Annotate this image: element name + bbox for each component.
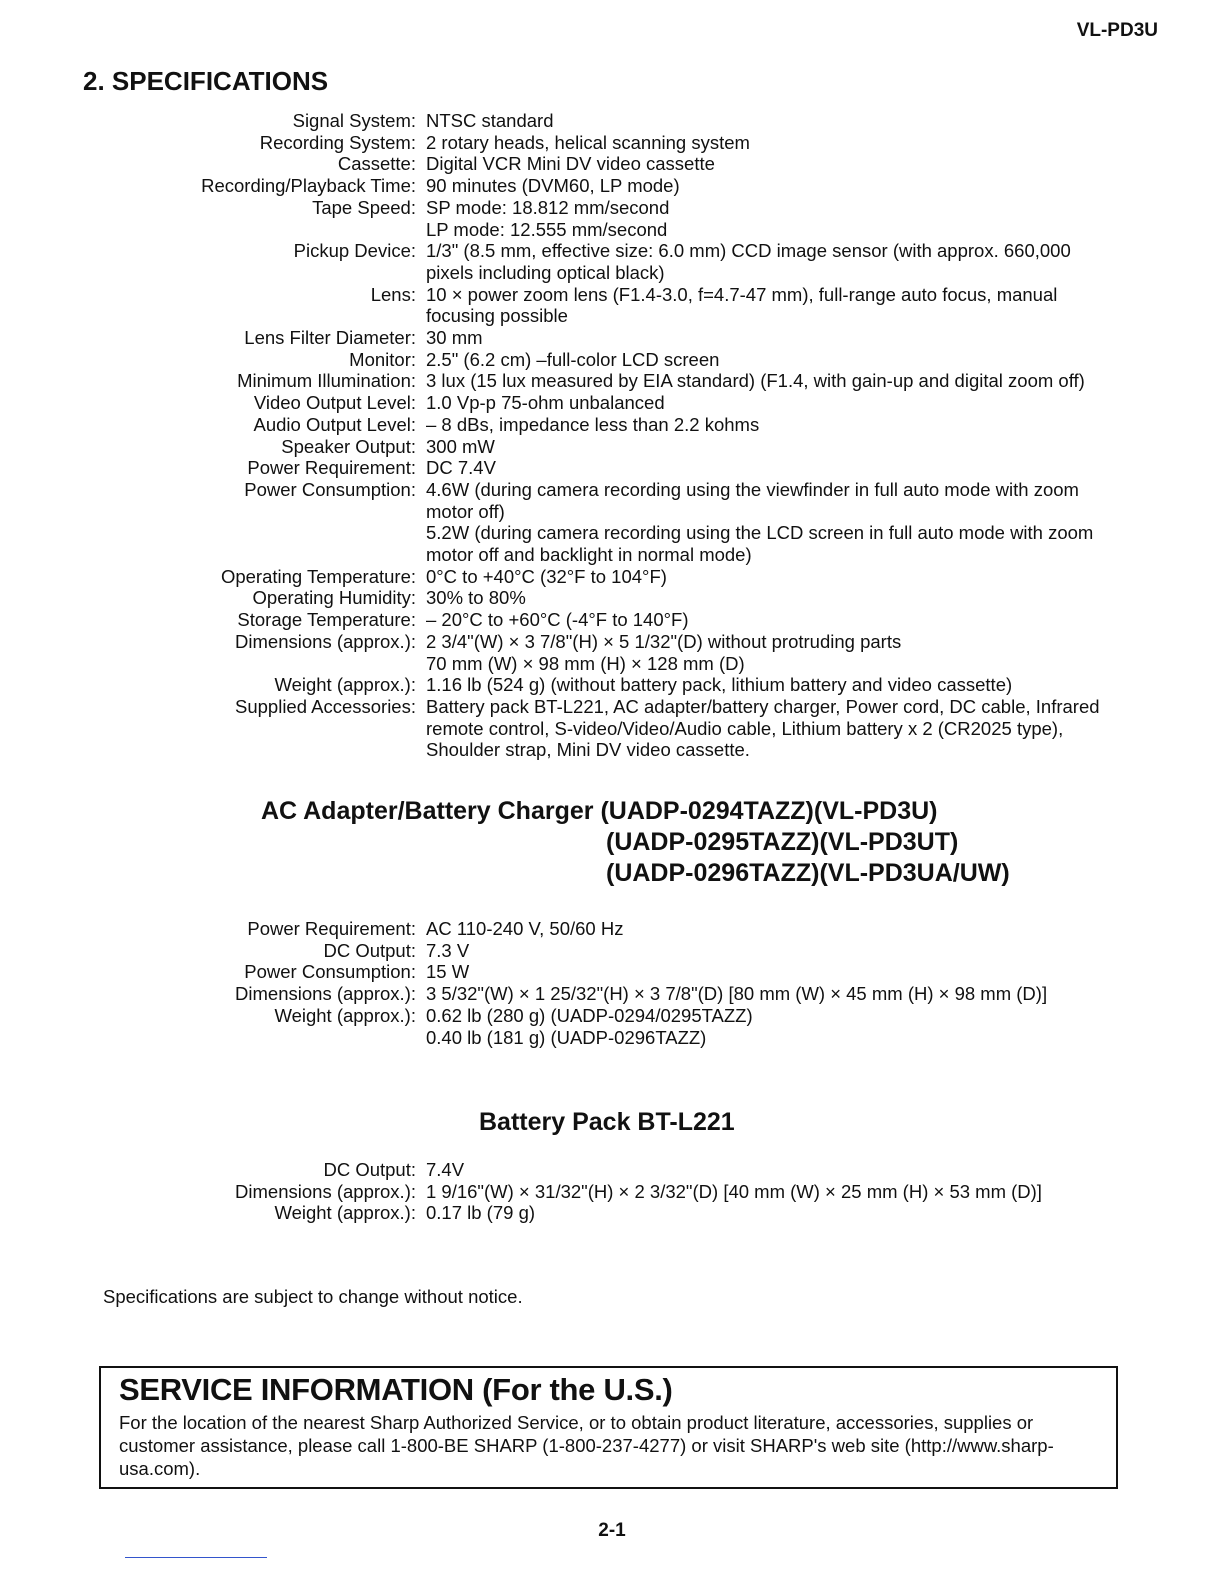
- spec-label: Dimensions (approx.):: [235, 983, 416, 1005]
- spec-label: Power Consumption:: [244, 961, 416, 983]
- spec-row: [0, 1027, 1224, 1049]
- main-spec-table: [0, 110, 1224, 761]
- spec-row: [0, 1181, 1224, 1203]
- spec-label: Weight (approx.):: [274, 1202, 416, 1224]
- spec-value: 5.2W (during camera recording using the LCD screen in full auto mode with zoom motor off and backlight in normal mode): [426, 522, 1094, 566]
- spec-row: [0, 436, 1224, 458]
- spec-row: [0, 457, 1224, 479]
- ac-adapter-heading-line: (UADP-0296TAZZ)(VL-PD3UA/UW): [606, 859, 1010, 887]
- spec-row: [0, 631, 1224, 653]
- spec-label: Signal System:: [292, 110, 416, 131]
- spec-value: 30% to 80%: [426, 587, 526, 609]
- page-number: 2-1: [598, 1520, 626, 1541]
- spec-row: [0, 414, 1224, 436]
- spec-label: DC Output:: [323, 1159, 416, 1180]
- spec-label: Video Output Level:: [253, 392, 416, 414]
- spec-row: [0, 983, 1224, 1005]
- ac-adapter-spec-table: [0, 918, 1224, 1048]
- spec-value: AC 110-240 V, 50/60 Hz: [426, 918, 624, 939]
- spec-row: [0, 653, 1224, 675]
- spec-value: 0.40 lb (181 g) (UADP-0296TAZZ): [426, 1026, 707, 1048]
- spec-label: Recording System:: [259, 131, 416, 153]
- spec-label: DC Output:: [323, 939, 416, 961]
- spec-label: Cassette:: [337, 153, 416, 175]
- spec-row: [0, 284, 1224, 327]
- spec-row: [0, 609, 1224, 631]
- spec-value: 1.16 lb (524 g) (without battery pack, lithium battery and video cassette): [426, 674, 1013, 696]
- spec-row: [0, 674, 1224, 696]
- spec-value: DC 7.4V: [426, 457, 496, 479]
- service-info-title: SERVICE INFORMATION (For the U.S.): [119, 1372, 673, 1407]
- spec-label: Weight (approx.):: [274, 674, 416, 696]
- spec-row: [0, 696, 1224, 761]
- spec-label: Audio Output Level:: [253, 413, 416, 435]
- spec-label: Dimensions (approx.):: [235, 630, 416, 652]
- spec-row: [0, 479, 1224, 522]
- spec-value: – 8 dBs, impedance less than 2.2 kohms: [426, 413, 760, 435]
- model-number: VL-PD3U: [1076, 20, 1158, 41]
- spec-label: [0, 653, 416, 675]
- spec-label: Power Requirement:: [247, 918, 416, 939]
- spec-value: 3 5/32"(W) × 1 25/32"(H) × 3 7/8"(D) [80 mm (W) × 45 mm (H) × 98 mm (D)]: [426, 983, 1048, 1005]
- spec-value: SP mode: 18.812 mm/second: [426, 196, 670, 218]
- spec-value: 0.17 lb (79 g): [426, 1202, 536, 1224]
- spec-row: [0, 1159, 1224, 1181]
- spec-value: 10 × power zoom lens (F1.4-3.0, f=4.7-47 mm), full-range auto focus, manual focusing possible: [426, 283, 1058, 327]
- ac-adapter-heading-line: (UADP-0294TAZZ)(VL-PD3U): [600, 797, 938, 825]
- spec-label: Pickup Device:: [293, 240, 416, 262]
- spec-row: [0, 918, 1224, 940]
- spec-value: 90 minutes (DVM60, LP mode): [426, 175, 680, 197]
- spec-label: Lens Filter Diameter:: [244, 327, 416, 349]
- spec-value: LP mode: 12.555 mm/second: [426, 218, 668, 240]
- spec-value: 70 mm (W) × 98 mm (H) × 128 mm (D): [426, 652, 745, 674]
- service-info-text: For the location of the nearest Sharp Authorized Service, or to obtain product literature, accessories, supplies or customer assistance, please call 1-800-BE SHARP (1-800-237-4277) or visit SHARP's web site (http://www.sharp-usa.com).: [119, 1412, 1054, 1479]
- spec-label: Lens:: [370, 283, 416, 305]
- spec-value: 1/3" (8.5 mm, effective size: 6.0 mm) CCD image sensor (with approx. 660,000 pixels including optical black): [426, 240, 1071, 283]
- spec-value: – 20°C to +60°C (-4°F to 140°F): [426, 609, 689, 631]
- spec-value: 30 mm: [426, 327, 483, 349]
- spec-value: 7.3 V: [426, 939, 470, 961]
- spec-row: [0, 153, 1224, 175]
- spec-value: 2 rotary heads, helical scanning system: [426, 131, 750, 153]
- battery-pack-spec-table: [0, 1159, 1224, 1224]
- spec-value: 15 W: [426, 961, 470, 983]
- spec-value: Battery pack BT-L221, AC adapter/battery charger, Power cord, DC cable, Infrared remote control, S-video/Video/Audio cable, Lithium battery x 2 (CR2025 type), Shoulder strap, Mini DV video cassette.: [426, 695, 1100, 761]
- spec-value: 0.62 lb (280 g) (UADP-0294/0295TAZZ): [426, 1004, 753, 1026]
- spec-row: [0, 240, 1224, 283]
- spec-label: Operating Humidity:: [252, 587, 416, 609]
- ac-adapter-heading: [261, 797, 938, 826]
- spec-row: [0, 110, 1224, 132]
- spec-row: [0, 1202, 1224, 1224]
- spec-value: NTSC standard: [426, 110, 554, 131]
- spec-label: [0, 219, 416, 241]
- spec-row: [0, 370, 1224, 392]
- spec-row: [0, 219, 1224, 241]
- spec-label: Power Consumption:: [244, 478, 416, 500]
- spec-label: Monitor:: [349, 348, 416, 370]
- spec-row: [0, 175, 1224, 197]
- spec-value: 300 mW: [426, 435, 495, 457]
- ac-adapter-heading-line: (UADP-0295TAZZ)(VL-PD3UT): [606, 828, 959, 856]
- spec-value: 1.0 Vp-p 75-ohm unbalanced: [426, 392, 665, 414]
- spec-row: [0, 961, 1224, 983]
- spec-label: Dimensions (approx.):: [235, 1180, 416, 1202]
- spec-label: [0, 522, 416, 565]
- service-info-box: [99, 1366, 1118, 1489]
- spec-row: [0, 327, 1224, 349]
- spec-row: [0, 392, 1224, 414]
- section-title: 2. SPECIFICATIONS: [83, 66, 329, 96]
- ac-adapter-heading-prefix: AC Adapter/Battery Charger: [261, 797, 594, 825]
- spec-label: [0, 1027, 416, 1049]
- spec-value: 0°C to +40°C (32°F to 104°F): [426, 565, 667, 587]
- spec-label: Tape Speed:: [312, 196, 416, 218]
- spec-value: 2.5" (6.2 cm) –full-color LCD screen: [426, 348, 720, 370]
- spec-label: Operating Temperature:: [220, 565, 416, 587]
- spec-row: [0, 197, 1224, 219]
- footer-rule: [125, 1557, 267, 1558]
- spec-value: 4.6W (during camera recording using the viewfinder in full auto mode with zoom motor off): [426, 478, 1079, 522]
- spec-row: [0, 940, 1224, 962]
- spec-label: Recording/Playback Time:: [201, 175, 416, 197]
- spec-value: 2 3/4"(W) × 3 7/8"(H) × 5 1/32"(D) without protruding parts: [426, 630, 902, 652]
- spec-row: [0, 1005, 1224, 1027]
- spec-row: [0, 587, 1224, 609]
- spec-label: Speaker Output:: [281, 435, 416, 457]
- spec-label: Power Requirement:: [247, 457, 416, 479]
- spec-label: Minimum Illumination:: [237, 370, 416, 392]
- spec-value: 1 9/16"(W) × 31/32"(H) × 2 3/32"(D) [40 mm (W) × 25 mm (H) × 53 mm (D)]: [426, 1180, 1042, 1202]
- spec-row: [0, 132, 1224, 154]
- spec-row: [0, 566, 1224, 588]
- spec-value: 3 lux (15 lux measured by EIA standard) (F1.4, with gain-up and digital zoom off): [426, 370, 1085, 392]
- spec-value: Digital VCR Mini DV video cassette: [426, 153, 715, 175]
- battery-pack-heading: Battery Pack BT-L221: [479, 1108, 735, 1136]
- spec-row: [0, 522, 1224, 565]
- spec-label: Supplied Accessories:: [235, 695, 416, 717]
- change-notice: Specifications are subject to change without notice.: [103, 1286, 523, 1307]
- spec-value: 7.4V: [426, 1159, 465, 1180]
- spec-label: Storage Temperature:: [237, 609, 416, 631]
- spec-row: [0, 349, 1224, 371]
- spec-label: Weight (approx.):: [274, 1004, 416, 1026]
